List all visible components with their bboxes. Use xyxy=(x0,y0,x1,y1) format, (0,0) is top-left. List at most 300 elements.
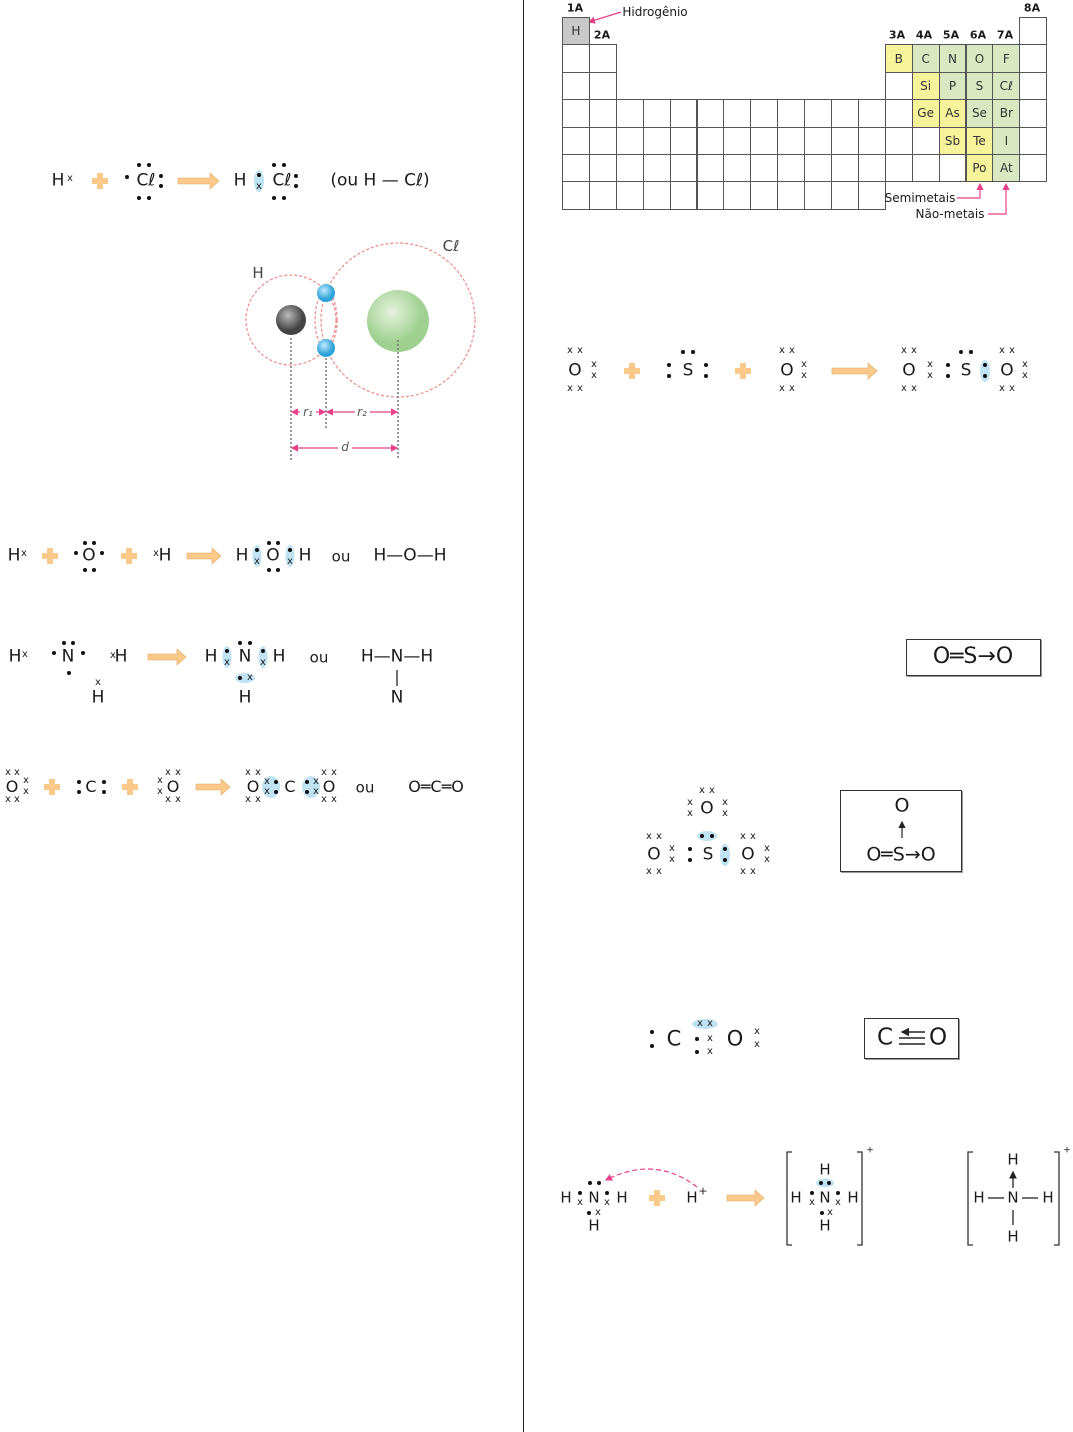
element-cell xyxy=(831,154,859,182)
electron-cross: x xyxy=(764,843,770,854)
electron-cross: x xyxy=(646,831,652,842)
h-label: H xyxy=(252,264,264,282)
atom-s: S xyxy=(682,360,694,381)
group-3a: 3A xyxy=(888,28,906,42)
so3-box-top-o: O xyxy=(894,794,910,817)
electron-cross: x xyxy=(157,775,163,786)
hydrogen-ion: H xyxy=(686,1188,698,1207)
element-cell xyxy=(1019,17,1047,45)
arrow-icon xyxy=(727,1190,764,1206)
electron-dot xyxy=(695,1050,699,1054)
electron-dot xyxy=(274,780,278,784)
element-cell xyxy=(804,99,832,127)
element-cell xyxy=(643,154,671,182)
element-Te: Te xyxy=(966,127,994,155)
element-cell xyxy=(912,154,940,182)
electron-cross: x xyxy=(669,854,675,865)
electron-cross: x xyxy=(321,794,327,805)
nonmetals-label: Não-metais xyxy=(915,207,985,221)
product-n: N xyxy=(238,646,252,667)
electron-cross: x xyxy=(5,767,11,778)
cl-label: Cℓ xyxy=(442,237,460,255)
element-cell xyxy=(643,99,671,127)
h-nucleus xyxy=(276,305,306,335)
bracket-left xyxy=(968,1152,973,1245)
electron-cross: x xyxy=(740,866,746,877)
atom-cl: Cℓ xyxy=(136,170,156,191)
element-cell xyxy=(777,181,805,209)
element-cell xyxy=(1019,44,1047,72)
element-cell xyxy=(589,44,617,72)
arrow-icon xyxy=(187,548,221,564)
charge-plus: + xyxy=(698,1184,708,1198)
plus-icon xyxy=(735,363,751,379)
shared-pair-highlight xyxy=(692,1019,718,1029)
electron-dot xyxy=(267,568,271,572)
so3-structural-formula: O═S→O xyxy=(866,843,936,866)
element-cell xyxy=(589,72,617,100)
electron-cross: x xyxy=(567,345,573,356)
electron-cross: x xyxy=(801,370,807,381)
atom-o: O xyxy=(166,777,180,796)
electron-cross: x xyxy=(707,1046,713,1057)
electron-dot xyxy=(969,350,973,354)
electron-dot xyxy=(274,790,278,794)
electron-dot xyxy=(52,651,56,655)
co2-structural-formula: O═C═O xyxy=(408,777,464,796)
electron-dot xyxy=(255,548,259,552)
electron-cross: x xyxy=(779,345,785,356)
plus-icon xyxy=(42,548,58,564)
electron-dot xyxy=(810,1191,814,1195)
element-cell xyxy=(804,154,832,182)
electron-dot xyxy=(710,834,714,838)
element-As: As xyxy=(939,99,967,127)
element-cell xyxy=(750,181,778,209)
element-S: S xyxy=(966,72,994,100)
electron-cross: x xyxy=(809,1197,815,1208)
electron-cross: x xyxy=(260,657,266,668)
or-text: ou xyxy=(309,648,329,667)
electron-dot xyxy=(83,568,87,572)
element-cell xyxy=(723,127,751,155)
hcl-structural-formula: (ou H — Cℓ) xyxy=(330,170,430,191)
electron-cross: x xyxy=(1022,359,1028,370)
element-cell xyxy=(670,181,698,209)
electron-dot xyxy=(100,551,104,555)
atom-h: H xyxy=(819,1160,831,1179)
electron-dot xyxy=(819,1181,823,1185)
electron-cross: x xyxy=(697,1018,703,1029)
electron-cross: x xyxy=(331,767,337,778)
atom-o-right: O xyxy=(741,844,755,865)
ammonia-structural-formula: H—N—H xyxy=(360,646,434,667)
atom-n: N xyxy=(588,1188,600,1207)
group-2a: 2A xyxy=(593,28,611,42)
electron-dot xyxy=(667,374,671,378)
electron-cross: x xyxy=(165,767,171,778)
electron-cross: x xyxy=(789,383,795,394)
element-cell xyxy=(777,154,805,182)
electron-cross: x xyxy=(827,1207,833,1218)
element-cell xyxy=(616,127,644,155)
bracket-right xyxy=(1054,1152,1059,1245)
electron-cross: x xyxy=(750,866,756,877)
electron-cross: x xyxy=(23,775,29,786)
element-cell xyxy=(750,127,778,155)
electron-dot xyxy=(597,1181,601,1185)
atom-h: H xyxy=(114,646,128,667)
element-cell xyxy=(616,181,644,209)
electron-dot xyxy=(74,551,78,555)
electron-dot xyxy=(294,184,298,188)
electron-cross: x xyxy=(313,776,319,787)
group-1a: 1A xyxy=(566,1,584,15)
product-o: O xyxy=(1000,360,1014,381)
electron-dot xyxy=(267,541,271,545)
atom-h: H xyxy=(819,1216,831,1235)
atom-o: O xyxy=(780,360,794,381)
electron-cross: x xyxy=(835,1197,841,1208)
charge-plus: + xyxy=(1063,1145,1071,1156)
co-box-o: O xyxy=(928,1024,948,1051)
atom-o: O xyxy=(82,545,96,566)
product-o: O xyxy=(902,360,916,381)
element-cell xyxy=(643,127,671,155)
electron-dot xyxy=(700,834,704,838)
group-8a: 8A xyxy=(1023,1,1041,15)
element-cell xyxy=(804,127,832,155)
element-H: H xyxy=(562,17,590,45)
electron-dot xyxy=(294,174,298,178)
electron-dot xyxy=(946,374,950,378)
arrow-icon xyxy=(196,779,230,795)
water-structural-formula: H—O—H xyxy=(373,545,447,566)
atom-c: C xyxy=(85,777,97,796)
electron-dot xyxy=(650,1030,654,1034)
group-5a: 5A xyxy=(942,28,960,42)
electron-cross: x xyxy=(245,794,251,805)
element-cell xyxy=(1019,99,1047,127)
electron-cross: x xyxy=(247,672,253,683)
electron-cross: x xyxy=(801,359,807,370)
d-label: d xyxy=(341,440,349,454)
electron-cross: x xyxy=(22,649,28,660)
electron-cross: x xyxy=(95,677,101,688)
element-cell xyxy=(697,181,725,209)
electron-cross: x xyxy=(722,797,728,808)
element-cell xyxy=(750,99,778,127)
r2-label: r₂ xyxy=(357,405,367,419)
product-o: O xyxy=(246,777,260,796)
electron-dot xyxy=(147,163,151,167)
or-text: ou xyxy=(355,778,375,797)
electron-dot xyxy=(276,541,280,545)
hcl-orbital-diagram xyxy=(246,243,475,460)
electron xyxy=(317,339,335,357)
electron-cross: x xyxy=(321,767,327,778)
ammonia-structural-bottom: N xyxy=(390,687,404,708)
electron-cross: x xyxy=(175,794,181,805)
element-cell xyxy=(562,44,590,72)
electron-cross: x xyxy=(254,556,260,567)
element-cell xyxy=(697,154,725,182)
element-Sb: Sb xyxy=(939,127,967,155)
electron-cross: x xyxy=(14,767,20,778)
element-cell xyxy=(562,99,590,127)
electron-dot xyxy=(688,858,692,862)
electron-cross: x xyxy=(646,866,652,877)
element-cell xyxy=(777,99,805,127)
electron-cross: x xyxy=(23,786,29,797)
electron-cross: x xyxy=(256,181,262,192)
atom-h: H xyxy=(91,687,105,708)
atom-h: H xyxy=(1042,1188,1054,1207)
element-cell xyxy=(589,181,617,209)
electron-cross: x xyxy=(1022,370,1028,381)
electron-cross: x xyxy=(707,1018,713,1029)
atom-h: H xyxy=(560,1188,572,1207)
electron-dot xyxy=(588,1181,592,1185)
electron-dot xyxy=(282,163,286,167)
electron-dot xyxy=(667,363,671,367)
product-h: H xyxy=(204,646,218,667)
electron-cross: x xyxy=(754,1026,760,1037)
semimetals-pointer xyxy=(957,184,980,198)
electron-cross: x xyxy=(14,794,20,805)
element-B: B xyxy=(885,44,913,72)
element-cell xyxy=(939,154,967,182)
electron-dot xyxy=(605,1191,609,1195)
plus-icon xyxy=(624,363,640,379)
electron-cross: x xyxy=(707,1033,713,1044)
element-Ge: Ge xyxy=(912,99,940,127)
electron-dot xyxy=(282,196,286,200)
reaction-arrows xyxy=(148,170,877,1206)
atom-o: O xyxy=(726,1026,744,1051)
electron-dot xyxy=(137,163,141,167)
atom-n: N xyxy=(61,646,75,667)
element-cell xyxy=(831,181,859,209)
plus-icon xyxy=(44,779,60,795)
electron-cross: x xyxy=(313,786,319,797)
product-c: C xyxy=(284,777,296,796)
electron-cross: x xyxy=(264,776,270,787)
electron-cross: x xyxy=(604,1197,610,1208)
hydrogen-pointer xyxy=(589,12,621,22)
arrow-icon xyxy=(148,649,186,665)
element-cell xyxy=(912,127,940,155)
element-cell xyxy=(723,99,751,127)
electron-dot xyxy=(102,780,106,784)
atom-h: H xyxy=(1007,1150,1019,1169)
element-C: C xyxy=(912,44,940,72)
electron-cross: x xyxy=(764,854,770,865)
element-cell xyxy=(589,127,617,155)
electron-cross: x xyxy=(165,794,171,805)
electron-dot xyxy=(820,1211,824,1215)
electron-dot xyxy=(723,847,727,851)
electron-cross: x xyxy=(901,345,907,356)
arrow-icon xyxy=(832,363,877,379)
electron-dot xyxy=(587,1211,591,1215)
product-o: O xyxy=(266,545,280,566)
element-cell xyxy=(831,99,859,127)
electron-dot xyxy=(257,173,261,177)
electron-dot xyxy=(238,641,242,645)
element-F: F xyxy=(992,44,1020,72)
electron-dot xyxy=(67,671,71,675)
electron-dot xyxy=(305,790,309,794)
element-Si: Si xyxy=(912,72,940,100)
plus-icon xyxy=(649,1190,665,1206)
electron-cross: x xyxy=(577,383,583,394)
cl-nucleus xyxy=(367,290,429,352)
co-box-c: C xyxy=(876,1024,894,1051)
group-6a: 6A xyxy=(969,28,987,42)
or-text: ou xyxy=(331,547,351,566)
electron-dot xyxy=(681,350,685,354)
atom-n: N xyxy=(1007,1188,1019,1207)
group-7a: 7A xyxy=(996,28,1014,42)
electron-cross: x xyxy=(110,650,116,661)
electron-dot xyxy=(578,1191,582,1195)
element-Br: Br xyxy=(992,99,1020,127)
element-cell xyxy=(643,181,671,209)
electron-dot xyxy=(71,641,75,645)
element-I: I xyxy=(992,127,1020,155)
electron-dot xyxy=(723,858,727,862)
element-cell xyxy=(616,154,644,182)
element-cell xyxy=(697,127,725,155)
electron-cross: x xyxy=(656,831,662,842)
electron-dot xyxy=(137,196,141,200)
product-h: H xyxy=(272,646,286,667)
element-cell xyxy=(1019,127,1047,155)
element-At: At xyxy=(992,154,1020,182)
product-h: H xyxy=(233,170,247,191)
electron-cross: x xyxy=(5,794,11,805)
atom-h: H xyxy=(8,646,22,667)
electron-dot xyxy=(83,541,87,545)
atom-o-left: O xyxy=(647,844,661,865)
electron-cross: x xyxy=(577,345,583,356)
electron-cross: x xyxy=(175,767,181,778)
electron-cross: x xyxy=(927,359,933,370)
element-cell xyxy=(697,99,725,127)
element-N: N xyxy=(939,44,967,72)
atom-o: O xyxy=(568,360,582,381)
element-Po: Po xyxy=(966,154,994,182)
atom-c: C xyxy=(666,1026,682,1051)
product-h: H xyxy=(235,545,249,566)
hydrogen-label: Hidrogênio xyxy=(622,5,688,19)
proton-transfer-arrow xyxy=(606,1169,697,1187)
electron-cross: x xyxy=(21,548,27,559)
electron-dot xyxy=(305,780,309,784)
atom-h: H xyxy=(1007,1227,1019,1246)
element-cell xyxy=(885,154,913,182)
electron-dot xyxy=(81,651,85,655)
electron-cross: x xyxy=(153,548,159,559)
electron-cross: x xyxy=(754,1039,760,1050)
electron-cross: x xyxy=(669,843,675,854)
electron-dot xyxy=(983,374,987,378)
electron-cross: x xyxy=(687,797,693,808)
nonmetals-pointer xyxy=(988,184,1006,214)
atom-h: H xyxy=(588,1216,600,1235)
element-cell xyxy=(670,154,698,182)
element-cell xyxy=(858,99,886,127)
electron-dot xyxy=(691,350,695,354)
electron-cross: x xyxy=(687,808,693,819)
electron-dot xyxy=(102,790,106,794)
element-cell xyxy=(616,99,644,127)
electron-cross: x xyxy=(709,785,715,796)
electron-cross: x xyxy=(740,831,746,842)
electron-dot xyxy=(62,641,66,645)
electron-dot xyxy=(159,174,163,178)
electron-dot xyxy=(276,568,280,572)
electron-cross: x xyxy=(789,345,795,356)
element-cell xyxy=(858,181,886,209)
element-cell xyxy=(858,127,886,155)
electron-cross: x xyxy=(999,345,1005,356)
electron-dot xyxy=(272,163,276,167)
element-cell xyxy=(589,99,617,127)
element-cell xyxy=(670,99,698,127)
electron-cross: x xyxy=(901,383,907,394)
electron-cross: x xyxy=(656,866,662,877)
electron-cross: x xyxy=(911,345,917,356)
electron-dot xyxy=(238,676,242,680)
electron-cross: x xyxy=(927,370,933,381)
electron-dot xyxy=(946,363,950,367)
electron-cross: x xyxy=(699,785,705,796)
electron-dot xyxy=(288,548,292,552)
electron-dot xyxy=(225,649,229,653)
element-cell xyxy=(885,72,913,100)
element-cell xyxy=(1019,154,1047,182)
electron-dot xyxy=(704,374,708,378)
electron-dot xyxy=(959,350,963,354)
atom-h: H xyxy=(7,545,21,566)
atom-h: H xyxy=(158,545,172,566)
electron-cross: x xyxy=(722,808,728,819)
electron-dot xyxy=(704,363,708,367)
group-4a: 4A xyxy=(915,28,933,42)
charge-plus: + xyxy=(866,1145,874,1156)
product-cl: Cℓ xyxy=(272,170,292,191)
electron-dot xyxy=(827,1181,831,1185)
electron-cross: x xyxy=(779,383,785,394)
atom-h: H xyxy=(973,1188,985,1207)
electron-cross: x xyxy=(567,383,573,394)
element-cell xyxy=(750,154,778,182)
electron-cross: x xyxy=(255,767,261,778)
element-Cℓ: Cℓ xyxy=(992,72,1020,100)
element-cell xyxy=(670,127,698,155)
semimetals-label: Semimetais xyxy=(884,191,956,205)
electron-cross: x xyxy=(999,383,1005,394)
element-O: O xyxy=(966,44,994,72)
plus-icon xyxy=(92,173,108,189)
electron-cross: x xyxy=(331,794,337,805)
element-cell xyxy=(804,181,832,209)
element-cell xyxy=(562,181,590,209)
atom-n: N xyxy=(819,1188,831,1207)
element-cell xyxy=(831,127,859,155)
